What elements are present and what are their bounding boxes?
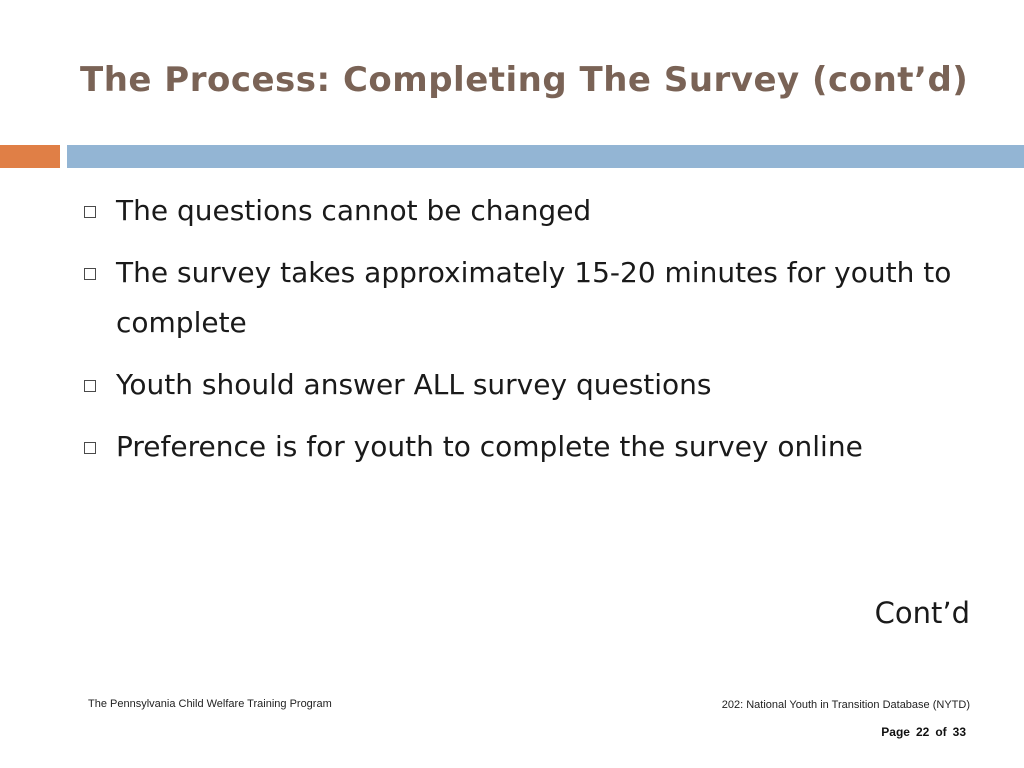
- slide-title: The Process: Completing The Survey (cont’d): [80, 60, 969, 100]
- bullet-text: The survey takes approximately 15-20 minutes for youth to complete: [116, 256, 952, 339]
- page-label: Page: [881, 725, 910, 739]
- accent-bar-blue: [67, 145, 1024, 168]
- bullet-list: [80, 190, 1000, 488]
- bullet-item: [80, 190, 1000, 236]
- bullet-text: Youth should answer ALL survey questions: [116, 368, 712, 401]
- square-bullet-icon: [84, 380, 96, 392]
- bullet-item: [80, 252, 1000, 348]
- footer-course-title: 202: National Youth in Transition Database (NYTD): [721, 699, 970, 711]
- square-bullet-icon: [84, 268, 96, 280]
- square-bullet-icon: [84, 442, 96, 454]
- footer-organization: The Pennsylvania Child Welfare Training Program: [88, 698, 332, 710]
- accent-bar-orange: [0, 145, 60, 168]
- bullet-item: [80, 426, 1000, 472]
- continued-label: Cont’d: [874, 596, 970, 630]
- page-current: 22: [915, 725, 930, 739]
- page-total: 33: [952, 725, 966, 739]
- square-bullet-icon: [84, 206, 96, 218]
- bullet-item: [80, 364, 1000, 410]
- page-of: of: [935, 725, 947, 739]
- page-number: [881, 725, 966, 739]
- bullet-text: The questions cannot be changed: [116, 194, 592, 227]
- bullet-text: Preference is for youth to complete the survey online: [116, 430, 863, 463]
